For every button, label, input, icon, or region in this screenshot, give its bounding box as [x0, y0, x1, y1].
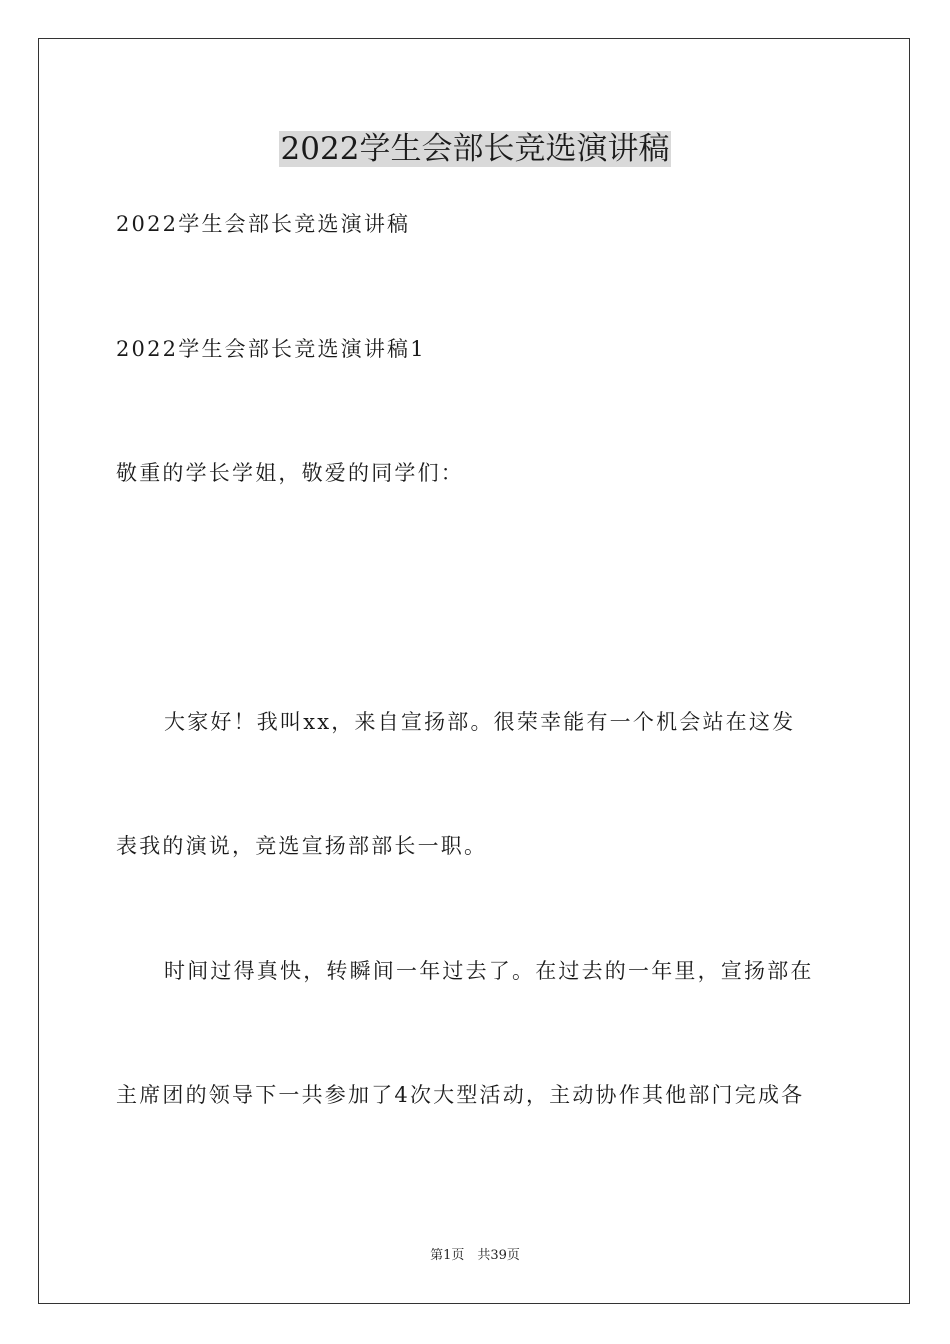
salutation-line: 敬重的学长学姐，敬爱的同学们： [116, 461, 464, 485]
subtitle-line: 2022学生会部长竞选演讲稿 [116, 212, 411, 236]
paragraph-line: 时间过得真快，转瞬间一年过去了。在过去的一年里，宣扬部在 [164, 959, 814, 983]
page-number: 第1页 共39页 [430, 1248, 520, 1263]
paragraph-line: 主席团的领导下一共参加了4次大型活动，主动协作其他部门完成各 [116, 1083, 805, 1107]
document-title-text: 2022学生会部长竞选演讲稿 [280, 131, 670, 167]
section-heading: 2022学生会部长竞选演讲稿1 [116, 337, 426, 361]
document-title [0, 126, 950, 172]
paragraph-line: 表我的演说，竞选宣扬部部长一职。 [116, 834, 488, 858]
paragraph-line: 大家好！我叫xx，来自宣扬部。很荣幸能有一个机会站在这发 [164, 710, 796, 734]
